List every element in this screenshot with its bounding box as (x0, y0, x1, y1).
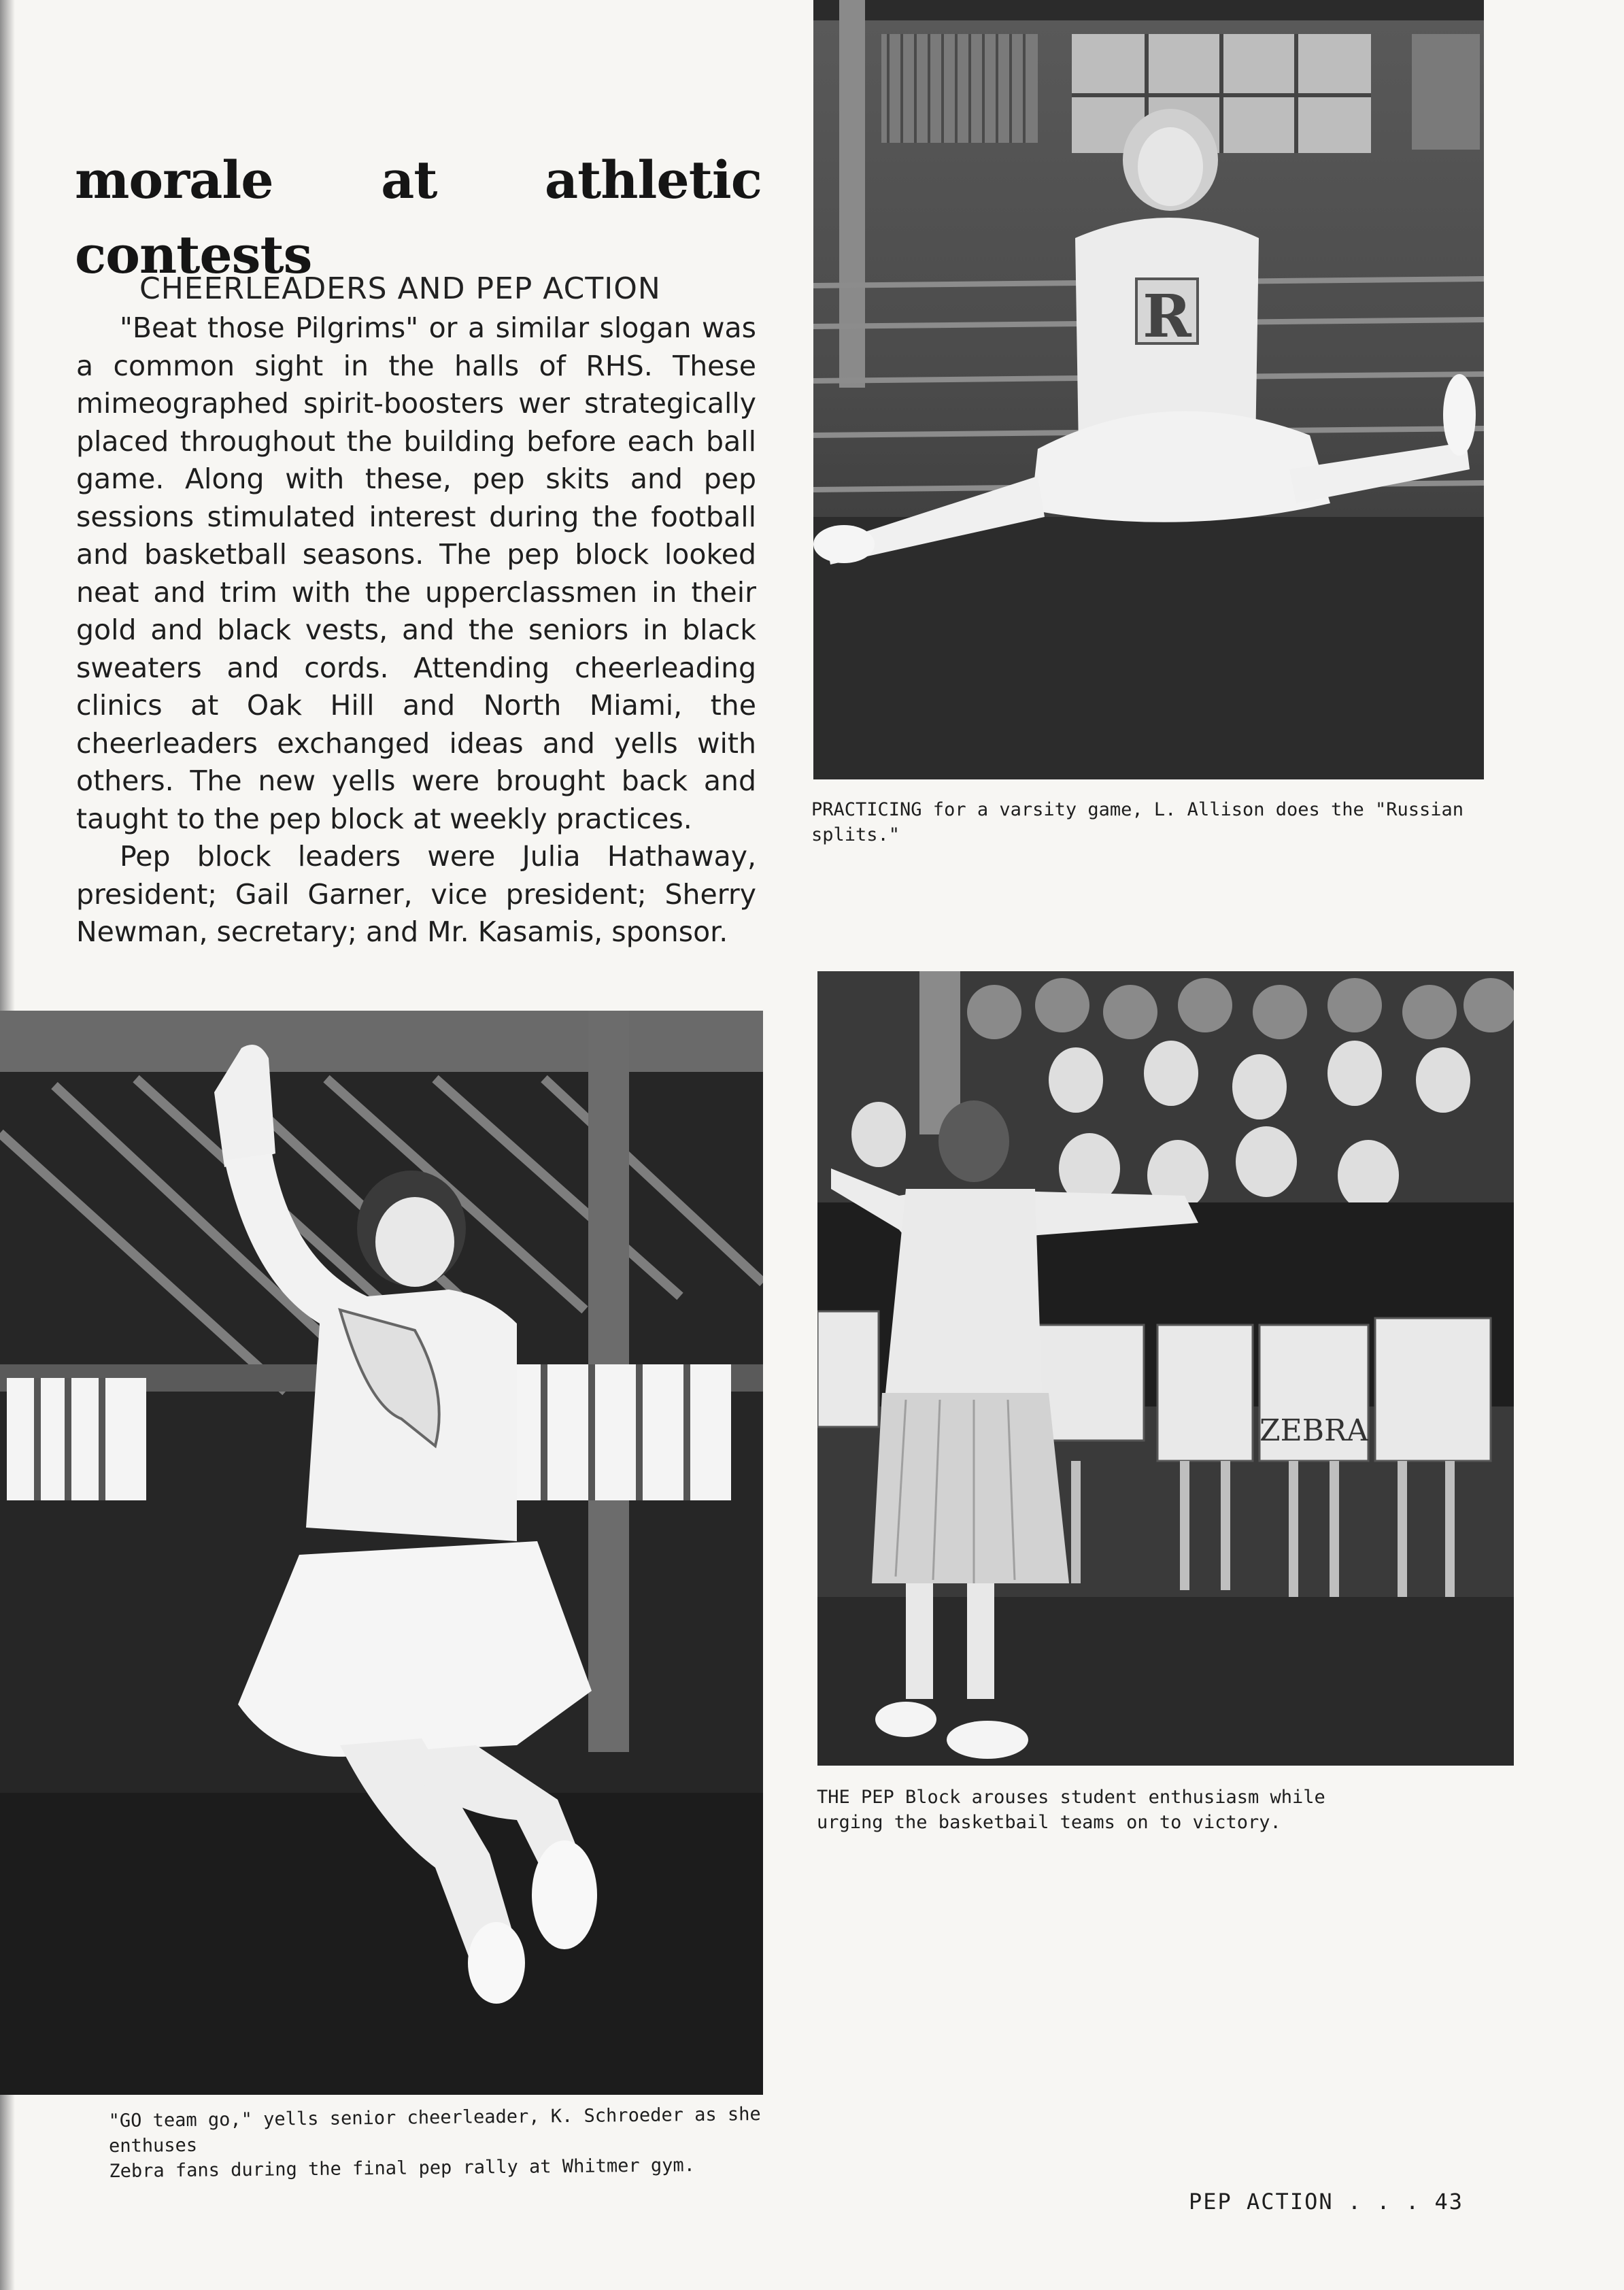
caption-splits: PRACTICING for a varsity game, L. Allison does the "Russian splits." (811, 799, 1464, 845)
photo-pep-block (817, 971, 1514, 1766)
sweater-letter: R (1143, 282, 1191, 351)
article-paragraph: "Beat those Pilgrims" or a similar slogan was a common sight in the halls of RHS. These mimeographed spirit-boosters wer strategically placed throughout the building before each ball game. Along with these, pep skits and pep sessions stimulated interest during the football and basketball seasons. The pep block looked neat and trim with the upperclassmen in their gold and black vests, and the seniors in black sweaters and cords. Attending cheerleading clinics at Oak Hill and North Miami, the cheerleaders exchanged ideas and yells with others. The new yells were brought back and taught to the pep block at weekly practices. (76, 311, 756, 835)
photo-cheerleader-jump (0, 1011, 763, 2095)
pep-sign-text: ZEBRA (1259, 1413, 1368, 1448)
section-subhead: CHEERLEADERS AND PEP ACTION (139, 271, 661, 306)
page-footer-folio: PEP ACTION . . . 43 (1188, 2189, 1464, 2215)
cheerleader-splits-photo-icon (813, 0, 1484, 779)
caption-jump (108, 2102, 775, 2184)
pep-block-photo-icon (817, 971, 1514, 1766)
cheerleader-jump-photo-icon (0, 1011, 763, 2095)
caption-jump-line: Zebra fans during the final pep rally at Whitmer gym. (109, 2155, 696, 2183)
article-paragraph: Pep block leaders were Julia Hathaway, president; Gail Garner, vice president; Sherry Newman, secretary; and Mr. Kasamis, sponsor. (76, 840, 756, 948)
photo-cheerleader-splits (813, 0, 1484, 779)
caption-pep-line: THE PEP Block arouses student enthusiasm while (817, 1787, 1325, 1808)
page-headline: morale at athletic contests (75, 150, 762, 285)
article-body (76, 309, 756, 952)
caption-pep-line: urging the basketbail teams on to victory. (817, 1812, 1281, 1833)
caption-pep-block (817, 1785, 1374, 1835)
caption-jump-line: "GO team go," yells senior cheerleader, K. Schroeder as she enthuses (108, 2104, 761, 2157)
